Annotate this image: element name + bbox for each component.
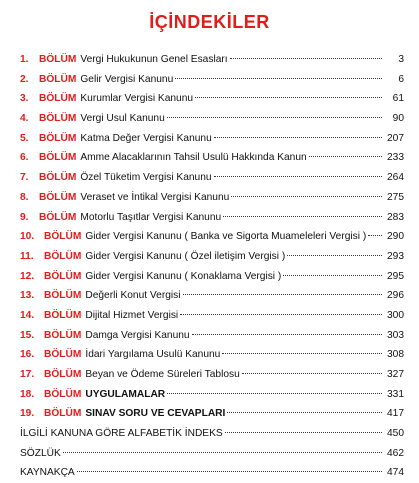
- toc-entry-number: 10.: [20, 231, 35, 243]
- toc-entry-title: Gider Vergisi Kanunu ( Banka ve Sigorta Muameleleri Vergisi ): [85, 231, 367, 243]
- page-title: İÇİNDEKİLER: [149, 12, 270, 32]
- table-of-contents: [20, 50, 404, 483]
- toc-entry-number: 16.: [20, 349, 35, 361]
- toc-page-number: 308: [387, 349, 404, 361]
- toc-entry[interactable]: [20, 109, 404, 129]
- toc-page-number: 296: [387, 290, 404, 302]
- dot-leader: [77, 470, 382, 472]
- toc-page-number: 331: [387, 388, 404, 400]
- dot-leader: [214, 136, 382, 138]
- toc-entry-title: Motorlu Taşıtlar Vergisi Kanunu: [80, 211, 222, 223]
- toc-entry[interactable]: [20, 247, 404, 267]
- dot-leader: [230, 57, 382, 59]
- toc-entry[interactable]: [20, 129, 404, 149]
- toc-entry-title: Vergi Hukukunun Genel Esasları: [80, 54, 228, 65]
- toc-page-number: 207: [387, 132, 404, 144]
- dot-leader: [180, 313, 382, 315]
- toc-entry-title: Gider Vergisi Kanunu ( Konaklama Vergisi ): [85, 270, 282, 282]
- toc-extra-entry[interactable]: [20, 463, 404, 483]
- toc-entry-title: İdari Yargılama Usulü Kanunu: [85, 349, 221, 361]
- toc-page-number: 6: [398, 73, 404, 85]
- toc-extra-entry[interactable]: [20, 424, 404, 444]
- toc-entry-number: 8.: [20, 191, 29, 203]
- toc-entry[interactable]: [20, 306, 404, 326]
- toc-entry-title: Değerli Konut Vergisi: [85, 290, 181, 302]
- toc-section-word: BÖLÜM: [44, 309, 82, 321]
- toc-entry-title: Kurumlar Vergisi Kanunu: [80, 93, 194, 105]
- toc-entry-number: 6.: [20, 152, 29, 164]
- toc-entry-number: 1.: [20, 54, 29, 65]
- dot-leader: [167, 392, 382, 394]
- toc-entry[interactable]: [20, 188, 404, 208]
- toc-entry-title: Katma Değer Vergisi Kanunu: [80, 132, 212, 144]
- toc-page-number: 3: [398, 54, 404, 65]
- toc-page-number: 417: [387, 408, 404, 420]
- toc-page-number: 462: [387, 447, 404, 459]
- toc-entry-number: 13.: [20, 290, 35, 302]
- toc-entry[interactable]: [20, 286, 404, 306]
- toc-section-word: BÖLÜM: [39, 211, 77, 223]
- toc-section-word: BÖLÜM: [39, 73, 77, 85]
- toc-page-number: 283: [387, 211, 404, 223]
- toc-entry[interactable]: [20, 89, 404, 109]
- toc-entry-number: 5.: [20, 132, 29, 144]
- toc-extra-title: KAYNAKÇA: [20, 467, 75, 479]
- toc-page-number: 450: [387, 428, 404, 440]
- toc-entry[interactable]: [20, 345, 404, 365]
- toc-section-word: BÖLÜM: [39, 93, 77, 105]
- toc-entry[interactable]: [20, 385, 404, 405]
- dot-leader: [183, 293, 383, 295]
- toc-entry-number: 19.: [20, 408, 35, 420]
- toc-entry-title: SINAV SORU VE CEVAPLARI: [85, 408, 226, 420]
- dot-leader: [175, 77, 382, 79]
- toc-page-number: 264: [387, 172, 404, 184]
- dot-leader: [63, 451, 382, 453]
- toc-entry-number: 4.: [20, 113, 29, 125]
- toc-page-number: 474: [387, 467, 404, 479]
- toc-section-word: BÖLÜM: [44, 349, 82, 361]
- toc-entry[interactable]: [20, 227, 404, 247]
- dot-leader: [192, 333, 382, 335]
- toc-section-word: BÖLÜM: [44, 388, 82, 400]
- dot-leader: [225, 431, 382, 433]
- toc-entry-number: 17.: [20, 369, 35, 380]
- toc-page-number: 290: [387, 231, 404, 243]
- toc-entry-title: Özel Tüketim Vergisi Kanunu: [80, 172, 212, 184]
- toc-page-number: 303: [387, 329, 404, 341]
- toc-entry[interactable]: [20, 168, 404, 188]
- toc-page-number: 233: [387, 152, 404, 164]
- toc-entry-title: Damga Vergisi Kanunu: [85, 329, 190, 341]
- toc-entry-number: 18.: [20, 388, 35, 400]
- toc-page-number: 300: [387, 309, 404, 321]
- toc-section-word: BÖLÜM: [44, 231, 82, 243]
- dot-leader: [242, 372, 382, 374]
- toc-section-word: BÖLÜM: [44, 369, 82, 380]
- toc-entry-number: 9.: [20, 211, 29, 223]
- toc-entry-number: 7.: [20, 172, 29, 184]
- toc-entry[interactable]: [20, 326, 404, 346]
- toc-entry[interactable]: [20, 208, 404, 228]
- toc-extra-title: SÖZLÜK: [20, 447, 61, 459]
- toc-section-word: BÖLÜM: [39, 54, 77, 65]
- dot-leader: [167, 116, 382, 118]
- dot-leader: [223, 215, 382, 217]
- dot-leader: [214, 175, 382, 177]
- toc-page-number: 90: [392, 113, 404, 125]
- dot-leader: [231, 195, 382, 197]
- toc-section-word: BÖLÜM: [44, 290, 82, 302]
- toc-entry[interactable]: [20, 70, 404, 90]
- toc-entry-number: 12.: [20, 270, 35, 282]
- toc-entry-number: 11.: [20, 250, 34, 262]
- toc-section-word: BÖLÜM: [39, 113, 77, 125]
- toc-section-word: BÖLÜM: [39, 152, 77, 164]
- toc-entry[interactable]: [20, 148, 404, 168]
- toc-extra-entry[interactable]: [20, 444, 404, 464]
- toc-section-word: BÖLÜM: [44, 329, 82, 341]
- dot-leader: [222, 352, 382, 354]
- toc-page-number: 327: [387, 369, 404, 380]
- toc-page-number: 61: [392, 93, 404, 105]
- toc-entry-title: Veraset ve İntikal Vergisi Kanunu: [80, 191, 230, 203]
- toc-entry-title: Amme Alacaklarının Tahsil Usulü Hakkında Kanun: [80, 152, 307, 164]
- toc-entry-title: Gider Vergisi Kanunu ( Özel iletişim Vergisi ): [85, 250, 286, 262]
- dot-leader: [283, 274, 382, 276]
- toc-entry[interactable]: [20, 50, 404, 70]
- toc-entry-number: 3.: [20, 93, 29, 105]
- toc-page-number: 275: [387, 191, 404, 203]
- toc-page-number: 295: [387, 270, 404, 282]
- toc-entry-number: 2.: [20, 73, 29, 85]
- toc-section-word: BÖLÜM: [44, 270, 82, 282]
- toc-entry[interactable]: [20, 404, 404, 424]
- toc-section-word: BÖLÜM: [39, 132, 77, 144]
- toc-entry[interactable]: [20, 267, 404, 287]
- toc-section-word: BÖLÜM: [44, 408, 82, 420]
- toc-section-word: BÖLÜM: [39, 191, 77, 203]
- toc-entry-title: Dijital Hizmet Vergisi: [85, 309, 179, 321]
- toc-entry-number: 14.: [20, 309, 35, 321]
- dot-leader: [309, 155, 382, 157]
- dot-leader: [287, 254, 382, 256]
- toc-entry[interactable]: [20, 365, 404, 385]
- toc-entry-title: Beyan ve Ödeme Süreleri Tablosu: [85, 369, 240, 380]
- toc-section-word: BÖLÜM: [39, 172, 77, 184]
- toc-page-number: 293: [387, 250, 404, 262]
- toc-extra-title: İLGİLİ KANUNA GÖRE ALFABETİK İNDEKS: [20, 428, 223, 440]
- toc-entry-title: Vergi Usul Kanunu: [80, 113, 165, 125]
- dot-leader: [368, 234, 382, 236]
- toc-section-word: BÖLÜM: [44, 250, 82, 262]
- dot-leader: [227, 411, 382, 413]
- toc-entry-title: UYGULAMALAR: [85, 388, 166, 400]
- toc-entry-number: 15.: [20, 329, 35, 341]
- dot-leader: [195, 96, 382, 98]
- toc-entry-title: Gelir Vergisi Kanunu: [80, 73, 174, 85]
